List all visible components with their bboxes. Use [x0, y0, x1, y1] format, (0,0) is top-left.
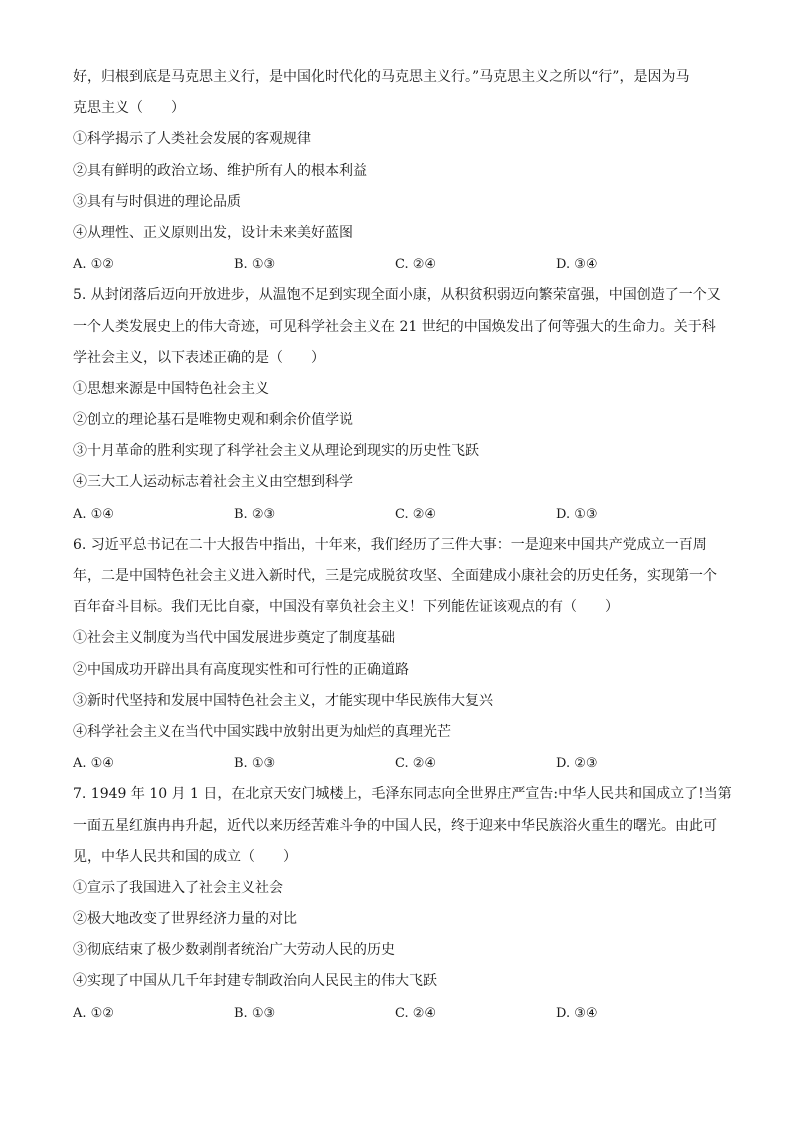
answer-options — [73, 249, 725, 280]
option-d: D. ②③ — [556, 756, 598, 772]
option-b: B. ①③ — [234, 756, 276, 772]
statement-2: ②创立的理论基石是唯物史观和剩余价值学说 — [73, 412, 353, 429]
option-b: B. ①③ — [234, 257, 276, 273]
answer-options — [73, 748, 725, 779]
statement-4: ④三大工人运动标志着社会主义由空想到科学 — [73, 474, 353, 491]
question-stem-line: 6. 习近平总书记在二十大报告中指出，十年来，我们经历了三件大事：一是迎来中国共产党成立一百周 — [73, 536, 707, 553]
option-c: C. ②④ — [395, 257, 437, 273]
question-6 — [73, 530, 725, 780]
option-d: D. ③④ — [556, 1005, 598, 1021]
option-a: A. ①④ — [73, 756, 114, 772]
question-7 — [73, 779, 732, 1029]
option-d: D. ①③ — [556, 506, 598, 522]
option-d: D. ③④ — [556, 257, 598, 273]
question-stem-line: 百年奋斗目标。我们无比自豪，中国没有辜负社会主义！下列能佐证该观点的有（ ） — [73, 599, 619, 616]
option-c: C. ②④ — [395, 1005, 437, 1021]
statement-2: ②具有鲜明的政治立场、维护所有人的根本利益 — [73, 162, 367, 179]
question-5 — [73, 280, 725, 530]
question-stem-line: 好，归根到底是马克思主义行，是中国化时代化的马克思主义行。”马克思主义之所以“行”，是因为马 — [73, 69, 690, 85]
statement-3: ③十月革命的胜利实现了科学社会主义从理论到现实的历史性飞跃 — [73, 443, 479, 460]
option-c: C. ②④ — [395, 506, 437, 522]
statement-1: ①宣示了我国进入了社会主义社会 — [73, 879, 283, 896]
statement-2: ②极大地改变了世界经济力量的对比 — [73, 911, 297, 928]
option-b: B. ②③ — [234, 506, 276, 522]
page-content — [73, 62, 732, 1029]
statement-3: ③彻底结束了极少数剥削者统治广大劳动人民的历史 — [73, 942, 395, 959]
question-stem-line: 学社会主义，以下表述正确的是（ ） — [73, 349, 325, 366]
statement-1: ①科学揭示了人类社会发展的客观规律 — [73, 131, 311, 148]
statement-4: ④从理性、正义原则出发，设计未来美好蓝图 — [73, 224, 353, 241]
question-stem-line: 克思主义（ ） — [73, 100, 185, 117]
option-b: B. ①③ — [234, 1005, 276, 1021]
question-stem-line: 见，中华人民共和国的成立（ ） — [73, 848, 297, 865]
statement-2: ②中国成功开辟出具有高度现实性和可行性的正确道路 — [73, 661, 409, 678]
question-stem-line: 年，二是中国特色社会主义进入新时代，三是完成脱贫攻坚、全面建成小康社会的历史任务，实现第一个 — [73, 568, 717, 584]
option-a: A. ①② — [73, 257, 114, 273]
question-stem-line: 一个人类发展史上的伟大奇迹，可见科学社会主义在 21 世纪的中国焕发出了何等强大的生命力。关于科 — [73, 318, 716, 335]
answer-options — [73, 998, 725, 1029]
question-stem-line: 7. 1949 年 10 月 1 日，在北京天安门城楼上，毛泽东同志向全世界庄严宣告:中华人民共和国成立了!当第 — [73, 786, 732, 803]
question-stem-line: 一面五星红旗冉冉升起，近代以来历经苦难斗争的中国人民，终于迎来中华民族浴火重生的曙光。由此可 — [73, 817, 717, 834]
answer-options — [73, 499, 725, 530]
option-a: A. ①② — [73, 1005, 114, 1021]
statement-4: ④实现了中国从几千年封建专制政治向人民民主的伟大飞跃 — [73, 973, 437, 990]
statement-3: ③具有与时俱进的理论品质 — [73, 193, 241, 210]
statement-1: ①社会主义制度为当代中国发展进步奠定了制度基础 — [73, 630, 395, 647]
statement-1: ①思想来源是中国特色社会主义 — [73, 380, 269, 397]
option-c: C. ②④ — [395, 756, 437, 772]
statement-4: ④科学社会主义在当代中国实践中放射出更为灿烂的真理光芒 — [73, 723, 451, 740]
option-a: A. ①④ — [73, 506, 114, 522]
question-stem-line: 5. 从封闭落后迈向开放进步，从温饱不足到实现全面小康，从积贫积弱迈向繁荣富强，中国创造了一个又 — [73, 287, 721, 304]
question-4 — [73, 62, 725, 280]
statement-3: ③新时代坚持和发展中国特色社会主义，才能实现中华民族伟大复兴 — [73, 692, 493, 709]
